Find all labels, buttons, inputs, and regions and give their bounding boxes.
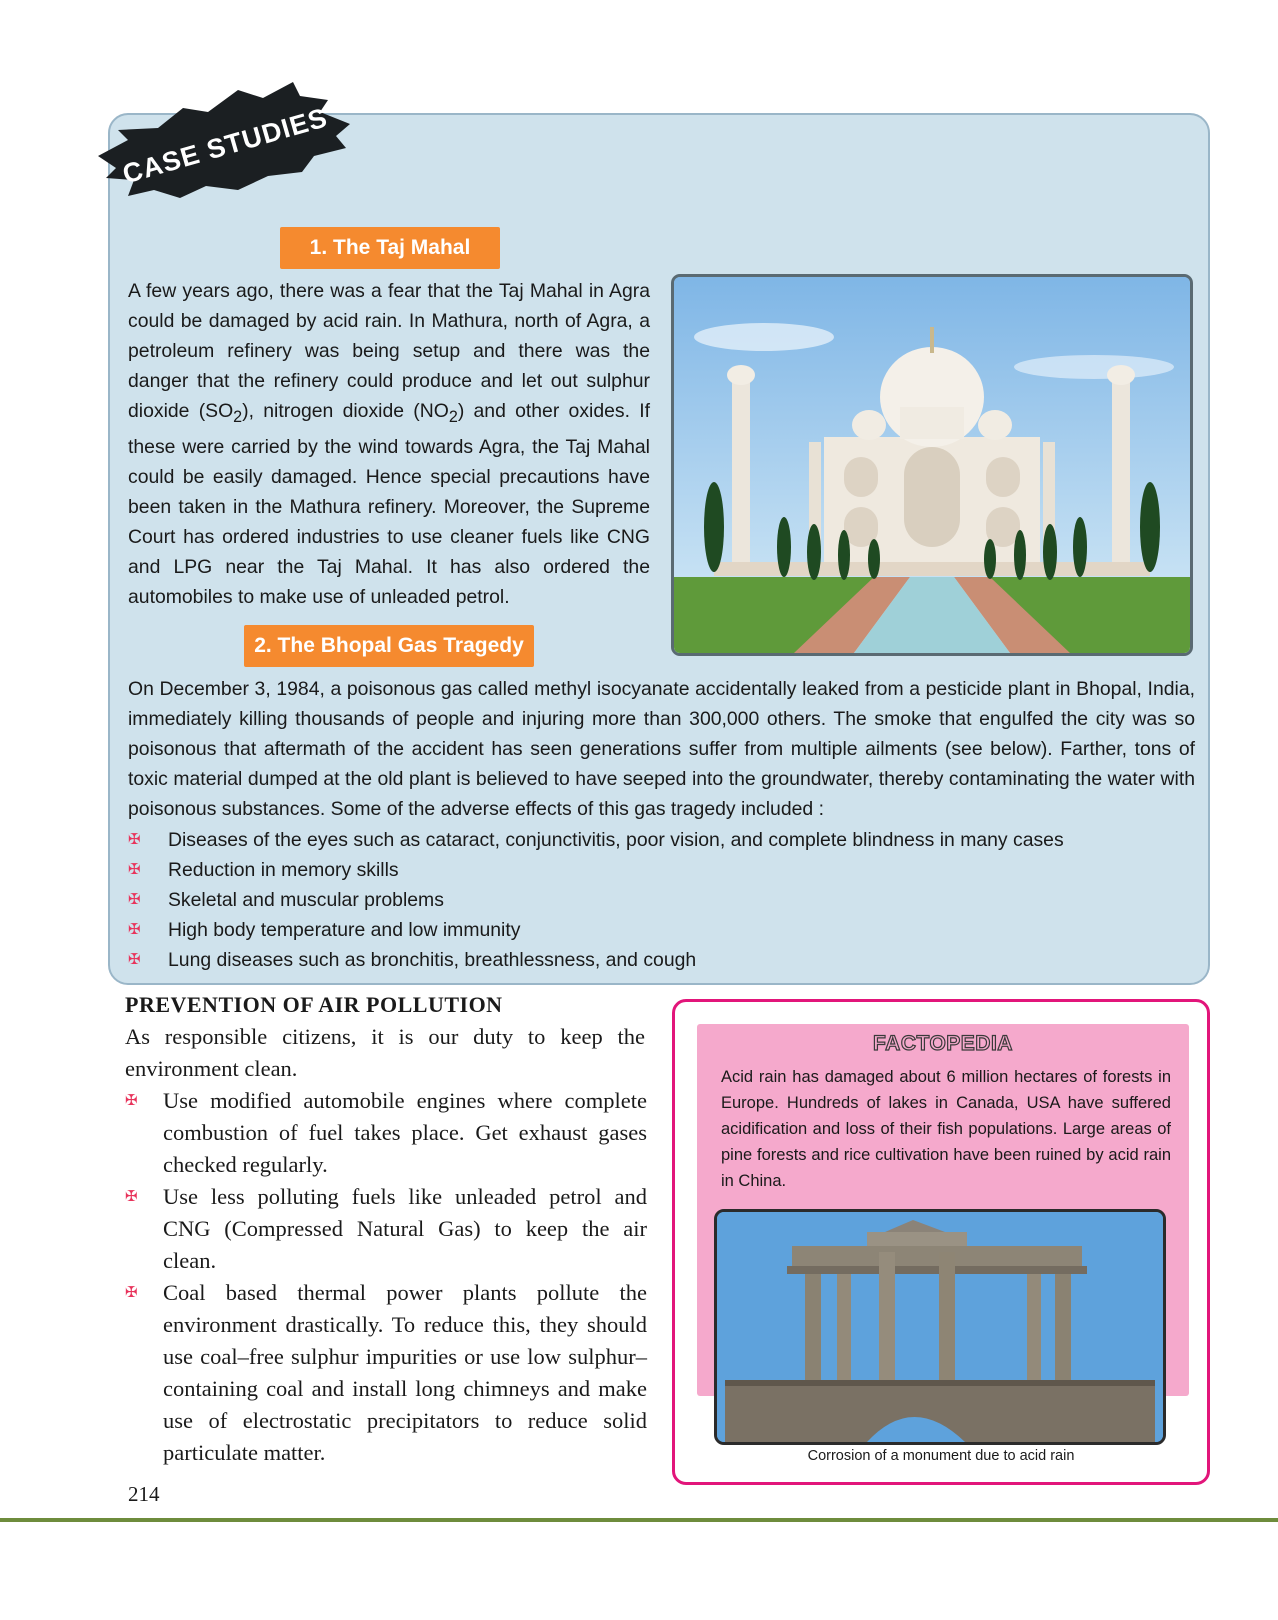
cross-bullet-icon: ✠ bbox=[128, 921, 141, 938]
bhopal-paragraph: On December 3, 1984, a poisonous gas called methyl isocyanate accidentally leaked from a pesticide plant in Bhopal, India, immediately killing thousands of people and injuring more than 300,000 others. The smoke that engulfed the city was so poisonous that aftermath of the accident has seen generations suffer from multiple ailments (see below). Farther, tons of toxic material dumped at the old plant is believed to have seeped into the groundwater, thereby contaminating the water with poisonous substances. Some of the adverse effects of this gas tragedy included : bbox=[128, 678, 1195, 820]
list-item: ✠ Use modified automobile engines where complete combustion of fuel takes place. Get exhaust gases checked regularly. bbox=[125, 1085, 647, 1181]
list-item: ✠ Skeletal and muscular problems bbox=[128, 885, 1064, 915]
list-item: ✠ Use less polluting fuels like unleaded petrol and CNG (Compressed Natural Gas) to keep the air clean. bbox=[125, 1181, 647, 1277]
footer-divider bbox=[0, 1518, 1278, 1522]
cross-bullet-icon: ✠ bbox=[128, 951, 141, 968]
list-item: ✠ Reduction in memory skills bbox=[128, 855, 1064, 885]
factopedia-text: Acid rain has damaged about 6 million hectares of forests in Europe. Hundreds of lakes in Canada, USA have suffered acidification and loss of their fish populations. Large areas of pine forests and rice cultivation have been ruined by acid rain in China. bbox=[721, 1068, 1171, 1190]
cross-bullet-icon: ✠ bbox=[125, 1284, 138, 1301]
prevention-heading: PREVENTION OF AIR POLLUTION bbox=[125, 992, 503, 1017]
taj-mahal-paragraph: A few years ago, there was a fear that the Taj Mahal in Agra could be damaged by acid rain. In Mathura, north of Agra, a petroleum refinery was being setup and there was the danger that the refinery could produce and let out sulphur dioxide $(SO_2)$, nitrogen dioxide $(NO_2)$ and other oxides. If these were carried by the wind towards Agra, the Taj Mahal could be easily damaged. Hence special precautions have been taken in the Mathura refinery. Moreover, the Supreme Court has ordered industries to use cleaner fuels like CNG and LPG near the Taj Mahal. It has also ordered the automobiles to make use of unleaded petrol. bbox=[128, 280, 650, 608]
cross-bullet-icon: ✠ bbox=[125, 1092, 138, 1109]
list-item: ✠ Coal based thermal power plants pollute the environment drastically. To reduce this, they should use coal–free sulphur impurities or use low sulphur–containing coal and install long chimneys and make use of electrostatic precipitators to reduce solid particulate matter. bbox=[125, 1277, 647, 1469]
list-item: ✠ Diseases of the eyes such as cataract, conjunctivitis, poor vision, and complete blindness in many cases bbox=[128, 825, 1064, 855]
prevention-intro: As responsible citizens, it is our duty to keep the environment clean. bbox=[125, 1024, 645, 1081]
cross-bullet-icon: ✠ bbox=[128, 891, 141, 908]
ruin-illustration bbox=[717, 1212, 1163, 1442]
taj-mahal-image bbox=[671, 274, 1193, 656]
cross-bullet-icon: ✠ bbox=[128, 831, 141, 848]
list-item: ✠ Lung diseases such as bronchitis, breathlessness, and cough bbox=[128, 945, 1064, 975]
cross-bullet-icon: ✠ bbox=[128, 861, 141, 878]
case-studies-badge bbox=[88, 78, 360, 206]
cross-bullet-icon: ✠ bbox=[125, 1188, 138, 1205]
bhopal-effects-list bbox=[128, 825, 1064, 975]
case-studies-title: CASE STUDIES bbox=[119, 101, 331, 189]
list-item: ✠ High body temperature and low immunity bbox=[128, 915, 1064, 945]
taj-mahal-illustration bbox=[674, 277, 1190, 653]
image-caption: Corrosion of a monument due to acid rain bbox=[807, 1448, 1075, 1464]
bhopal-tragedy-heading: 2. The Bhopal Gas Tragedy bbox=[244, 625, 534, 667]
factopedia-title: FACTOPEDIA bbox=[873, 1032, 1013, 1055]
prevention-list bbox=[125, 1085, 647, 1469]
taj-mahal-heading: 1. The Taj Mahal bbox=[280, 227, 500, 269]
corroded-monument-image bbox=[714, 1209, 1166, 1445]
page-number: 214 bbox=[128, 1482, 160, 1506]
factopedia-box bbox=[672, 999, 1210, 1485]
